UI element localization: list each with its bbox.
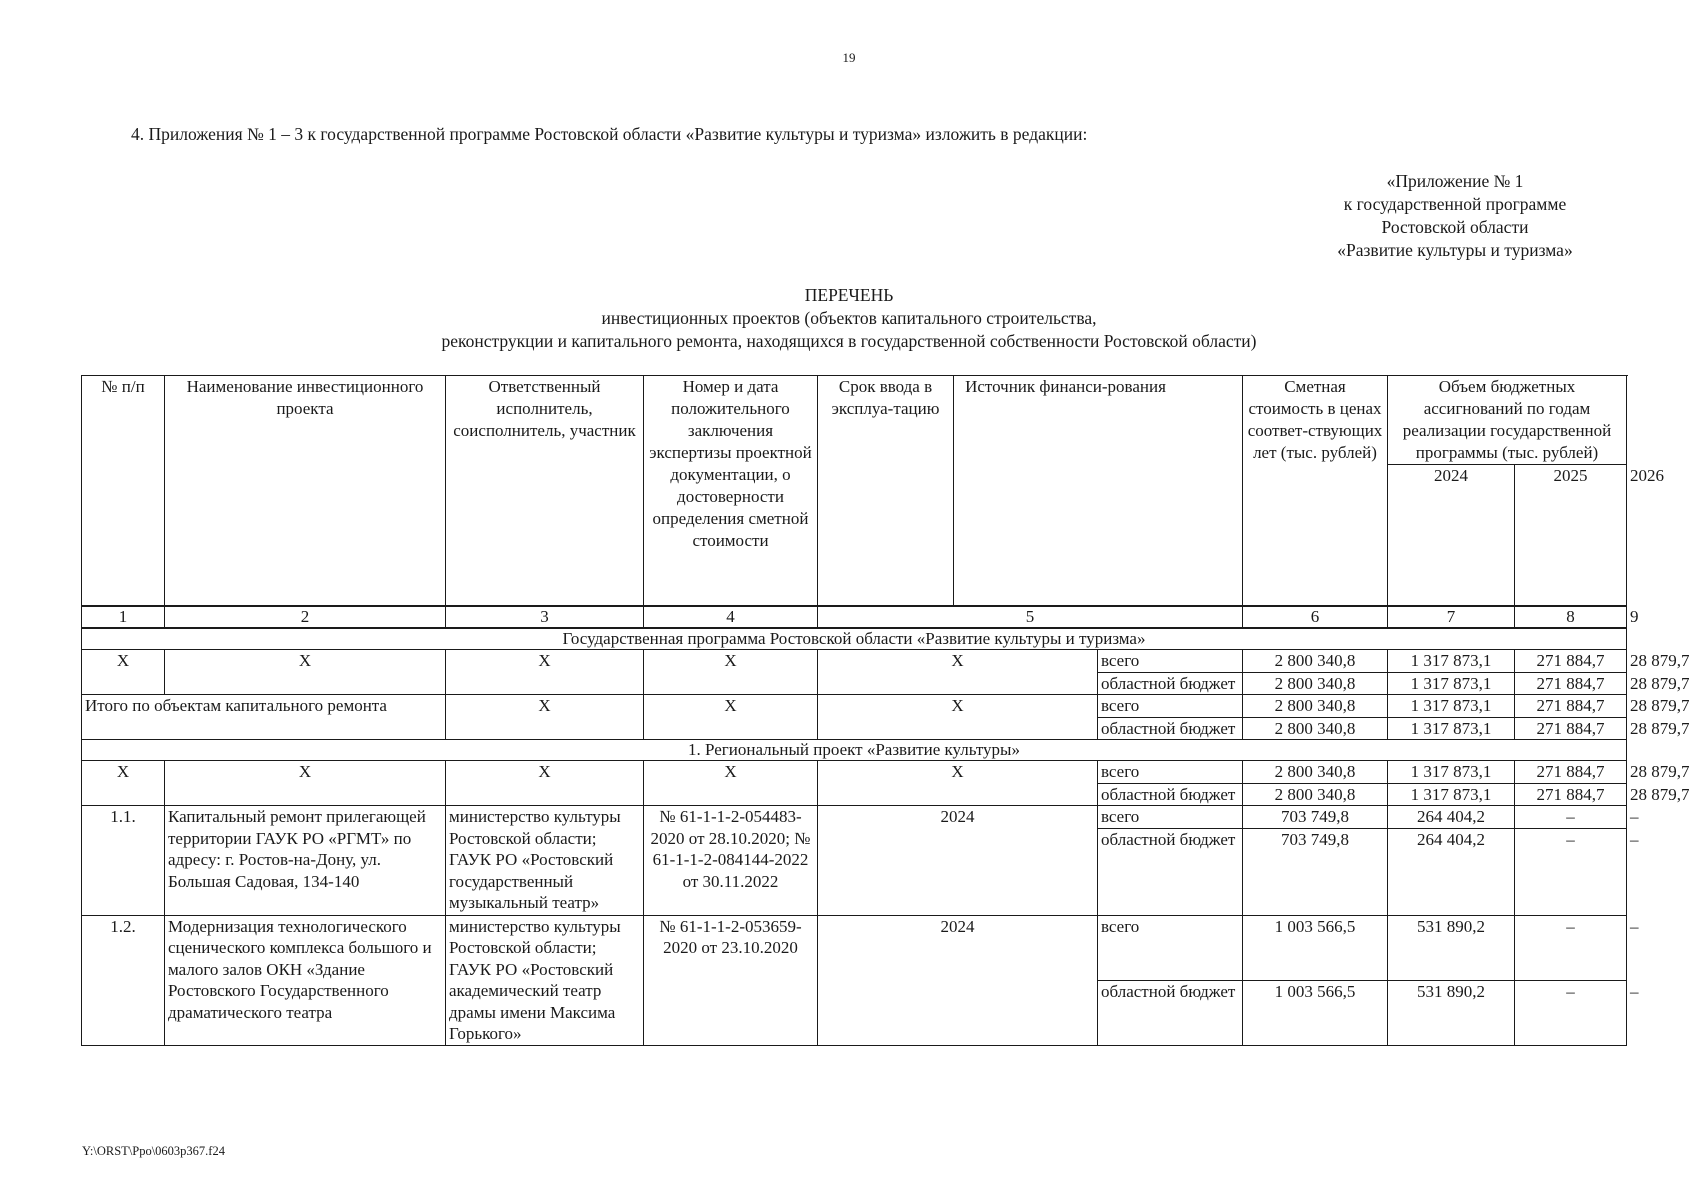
appendix-caption [1305,170,1605,262]
column-index: 2 [165,606,446,628]
cell-cost: 2 800 340,8 [1243,695,1388,718]
section-regional-project: 1. Региональный проект «Развитие культуры» [82,740,1627,761]
project-num: 1.2. [82,915,165,1045]
table-row: Х Х Х Х Х всего 2 800 340,8 1 317 873,1 271 884,7 28 879,7 [82,650,1627,673]
header-source: Источник финанси-рования [954,376,1243,607]
header-name: Наименование инвестиционного проекта [165,376,446,607]
file-path-footer: Y:\ORST\Ppo\0603p367.f24 [82,1144,225,1158]
cell-x: Х [818,761,1098,806]
cell-2025: 271 884,7 [1515,672,1627,695]
cell-source: всего [1098,806,1243,829]
header-term: Срок ввода в эксплуа-тацию [818,376,954,607]
section-row [82,740,1627,761]
table-row: Итого по объектам капитального ремонта Х Х Х всего 2 800 340,8 1 317 873,1 271 884,7 28 879,7 [82,695,1627,718]
section-row [82,628,1627,650]
project-num: 1.1. [82,806,165,916]
project-executor: министерство культуры Ростовской области; ГАУК РО «Ростовский академический театр драмы имени Максима Горького» [446,915,644,1045]
cell-2024: 1 317 873,1 [1388,717,1515,740]
cell-cost: 1 003 566,5 [1243,915,1388,980]
cell-2024: 1 317 873,1 [1388,650,1515,673]
cell-x: Х [82,761,165,806]
column-index: 6 [1243,606,1388,628]
cell-2024: 531 890,2 [1388,980,1515,1045]
header-num: № п/п [82,376,165,607]
column-index: 4 [644,606,818,628]
header-executor: Ответственный исполнитель, соисполнитель, участник [446,376,644,607]
header-expertise: Номер и дата положительного заключения экспертизы проектной документации, о достоверности определения сметной стоимости [644,376,818,607]
project-name: Модернизация технологического сценического комплекса большого и малого залов ОКН «Здание Ростовского Государственного драматического театра [165,915,446,1045]
total-label: Итого по объектам капитального ремонта [82,695,446,740]
appendix-line: Ростовской области [1381,217,1529,237]
cell-source: областной бюджет [1098,828,1243,915]
cell-cost: 2 800 340,8 [1243,672,1388,695]
list-title-line: инвестиционных проектов (объектов капитального строительства, [601,308,1097,328]
appendix-line: «Приложение № 1 [1386,171,1524,191]
appendix-line: к государственной программе [1343,194,1567,214]
list-title-heading: ПЕРЕЧЕНЬ [804,285,894,305]
project-term: 2024 [818,915,1098,1045]
header-year-2025: 2025 [1515,465,1627,607]
table-row: областной бюджет 2 800 340,8 1 317 873,1 271 884,7 28 879,7 [82,717,1627,740]
cell-2025: – [1515,828,1627,915]
section-program: Государственная программа Ростовской области «Развитие культуры и туризма» [82,628,1627,650]
page-number: 19 [842,50,856,65]
cell-2025: 271 884,7 [1515,650,1627,673]
cell-x: Х [165,761,446,806]
cell-source: областной бюджет [1098,783,1243,806]
project-name: Капитальный ремонт прилегающей территории ГАУК РО «РГМТ» по адресу: г. Ростов-на-Дону, ул. Большая Садовая, 134-140 [165,806,446,916]
column-index: 3 [446,606,644,628]
cell-cost: 1 003 566,5 [1243,980,1388,1045]
header-year-2024: 2024 [1388,465,1515,607]
cell-2024: 264 404,2 [1388,806,1515,829]
cell-2025: 271 884,7 [1515,761,1627,784]
cell-cost: 2 800 340,8 [1243,650,1388,673]
cell-source: всего [1098,761,1243,784]
project-expertise: № 61-1-1-2-054483-2020 от 28.10.2020; № 61-1-1-2-084144-2022 от 30.11.2022 [644,806,818,916]
cell-2025: – [1515,806,1627,829]
project-row: 1.2. Модернизация технологического сценического комплекса большого и малого залов ОКН «Здание Ростовского Государственного драматического театра министерство культуры Ростовской области; ГАУК РО «Ростовский академический театр драмы имени Максима Горького» № 61-1-1-2-053659-2020 от 23.10.2020 2024 всего 1 003 566,5 531 890,2 – – [82,915,1627,980]
cell-source: областной бюджет [1098,717,1243,740]
list-title [0,284,1698,353]
cell-2025: 271 884,7 [1515,717,1627,740]
cell-source: областной бюджет [1098,672,1243,695]
cell-cost: 2 800 340,8 [1243,761,1388,784]
cell-x: Х [644,650,818,695]
cell-x: Х [644,761,818,806]
cell-2024: 1 317 873,1 [1388,672,1515,695]
header-cost: Сметная стоимость в ценах соответ-ствующих лет (тыс. рублей) [1243,376,1388,607]
cell-x: Х [644,695,818,740]
column-index: 1 [82,606,165,628]
column-index-row: 1 2 3 4 5 6 7 8 9 [82,606,1627,628]
cell-x: Х [818,695,1098,740]
project-row: областной бюджет 703 749,8 264 404,2 – – [82,828,1627,915]
cell-x: Х [82,650,165,695]
cell-2024: 1 317 873,1 [1388,761,1515,784]
cell-cost: 703 749,8 [1243,806,1388,829]
cell-x: Х [446,650,644,695]
investment-projects-table [81,375,1690,1046]
cell-2024: 264 404,2 [1388,828,1515,915]
column-index: 5 [818,606,1243,628]
appendix-line: «Развитие культуры и туризма» [1337,240,1573,260]
cell-2025: 271 884,7 [1515,695,1627,718]
project-term: 2024 [818,806,1098,916]
cell-cost: 2 800 340,8 [1243,717,1388,740]
list-title-line: реконструкции и капитального ремонта, находящихся в государственной собственности Ростовской области) [441,331,1257,351]
project-row: 1.1. Капитальный ремонт прилегающей территории ГАУК РО «РГМТ» по адресу: г. Ростов-на-Дону, ул. Большая Садовая, 134-140 министерство культуры Ростовской области; ГАУК РО «Ростовский государственный музыкальный театр» № 61-1-1-2-054483-2020 от 28.10.2020; № 61-1-1-2-084144-2022 от 30.11.2022 2024 всего 703 749,8 264 404,2 – – [82,806,1627,829]
cell-2025: – [1515,980,1627,1045]
cell-source: всего [1098,695,1243,718]
table-row: областной бюджет 2 800 340,8 1 317 873,1 271 884,7 28 879,7 [82,783,1627,806]
table-row: областной бюджет 2 800 340,8 1 317 873,1 271 884,7 28 879,7 [82,672,1627,695]
column-index: 7 [1388,606,1515,628]
cell-cost: 2 800 340,8 [1243,783,1388,806]
header-budget: Объем бюджетных ассигнований по годам реализации государственной программы (тыс. рублей) [1388,376,1627,465]
cell-x: Х [446,761,644,806]
column-index: 8 [1515,606,1627,628]
header-years-row: 2024 2025 2026 [82,465,1627,607]
cell-source: всего [1098,915,1243,980]
cell-2024: 531 890,2 [1388,915,1515,980]
cell-source: областной бюджет [1098,980,1243,1045]
cell-2025: – [1515,915,1627,980]
cell-2025: 271 884,7 [1515,783,1627,806]
cell-x: Х [165,650,446,695]
project-executor: министерство культуры Ростовской области; ГАУК РО «Ростовский государственный музыкальный театр» [446,806,644,916]
table-row: Х Х Х Х Х всего 2 800 340,8 1 317 873,1 271 884,7 28 879,7 [82,761,1627,784]
intro-text: 4. Приложения № 1 – 3 к государственной программе Ростовской области «Развитие культуры и туризма» изложить в редакции: [131,124,1088,144]
header-row [82,376,1627,465]
cell-2024: 1 317 873,1 [1388,695,1515,718]
cell-x: Х [446,695,644,740]
cell-x: Х [818,650,1098,695]
cell-2024: 1 317 873,1 [1388,783,1515,806]
project-row: областной бюджет 1 003 566,5 531 890,2 – – [82,980,1627,1045]
project-expertise: № 61-1-1-2-053659-2020 от 23.10.2020 [644,915,818,1045]
cell-source: всего [1098,650,1243,673]
cell-cost: 703 749,8 [1243,828,1388,915]
